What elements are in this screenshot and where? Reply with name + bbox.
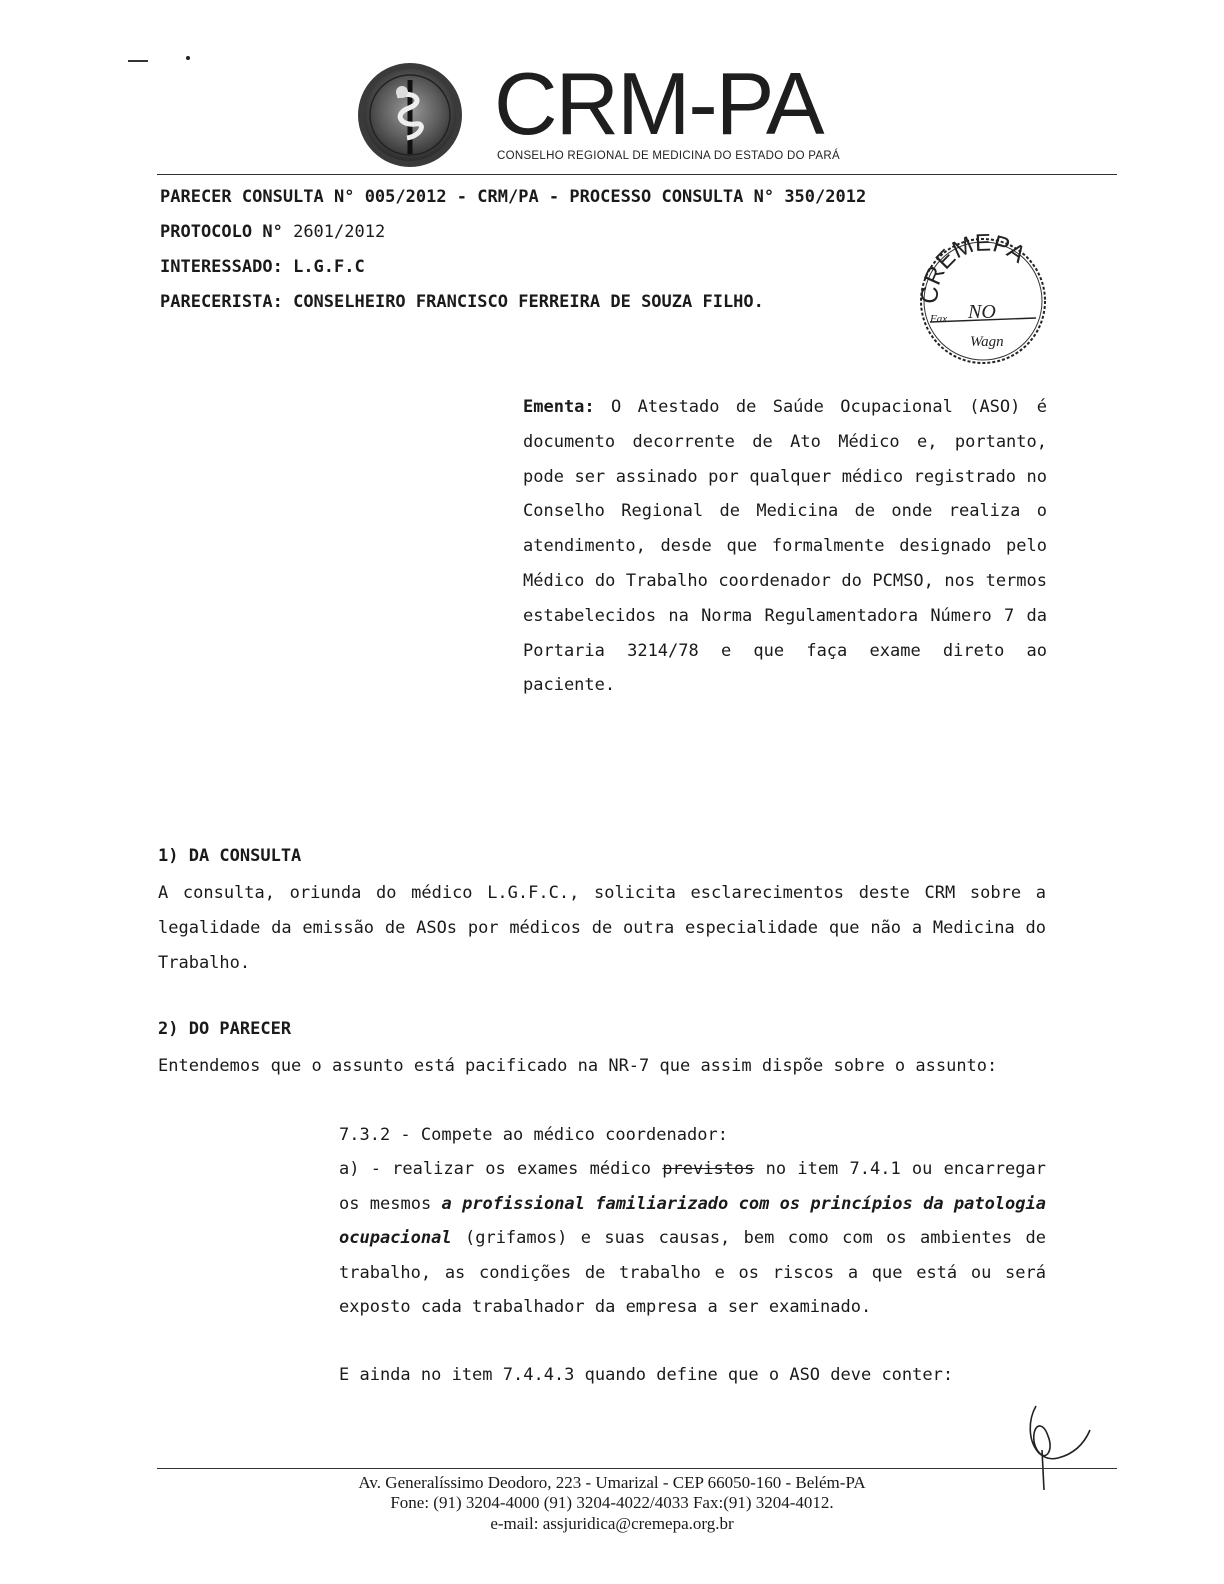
org-acronym: CRM-PA	[494, 54, 823, 153]
nr7-followup: E ainda no item 7.4.4.3 quando define que o ASO deve conter:	[339, 1365, 954, 1385]
section-parecer-intro: Entendemos que o assunto está pacificado na NR-7 que assim dispõe sobre o assunto:	[158, 1056, 998, 1076]
protocolo-line	[160, 221, 385, 243]
footer-divider	[157, 1468, 1117, 1469]
parecerista-value: CONSELHEIRO FRANCISCO FERREIRA DE SOUZA FILHO.	[293, 292, 764, 312]
item-a-emphasis: a profissional familiarizado com os princípios da patologia ocupacional	[339, 1193, 1046, 1248]
header-divider	[157, 174, 1117, 175]
protocolo-value: 2601/2012	[293, 222, 386, 242]
ementa-text: O Atestado de Saúde Ocupacional (ASO) é documento decorrente de Ato Médico e, portanto, pode ser assinado por qualquer médico registrado no Conselho Regional de Medicina de onde realiza o atendimento, desde que formalmente designado pelo Médico do Trabalho coordenador do PCMSO, nos termos estabelecidos na Norma Regulamentadora Número 7 da Portaria 3214/78 e que faça exame direto ao paciente.	[523, 397, 1047, 696]
interessado-value: L.G.F.C	[293, 257, 365, 277]
stamp-handwriting-bottom: Wagn	[970, 334, 1004, 350]
scan-mark	[186, 56, 190, 60]
protocolo-label: PROTOCOLO N°	[160, 222, 283, 242]
parecerista-label: PARECERISTA:	[160, 292, 283, 312]
footer-email: e-mail: assjuridica@cremepa.org.br	[490, 1514, 734, 1533]
nr7-item-a	[339, 1152, 1046, 1325]
item-a-start: a) - realizar os exames médico	[339, 1159, 652, 1179]
item-a-end: (grifamos) e suas causas, bem como com os ambientes de trabalho, as condições de trabalho e os riscos a que está ou será exposto cada trabalhador da empresa a ser examinado.	[339, 1228, 1046, 1317]
section-heading-parecer: 2) DO PARECER	[158, 1019, 292, 1039]
parecer-line: PARECER CONSULTA N° 005/2012 - CRM/PA - PROCESSO CONSULTA N° 350/2012	[160, 187, 867, 207]
section-consulta-text: A consulta, oriunda do médico L.G.F.C., solicita esclarecimentos deste CRM sobre a legalidade da emissão de ASOs por médicos de outra especialidade que não a Medicina do Trabalho.	[158, 883, 1046, 973]
nr7-item-title: 7.3.2 - Compete ao médico coordenador:	[339, 1125, 728, 1145]
item-a-struck-word: previstos	[662, 1159, 755, 1179]
crm-seal-logo	[357, 62, 463, 168]
parecerista-line	[160, 291, 764, 313]
scan-mark	[128, 60, 148, 62]
stamp-handwriting-top: Fax	[930, 313, 948, 325]
interessado-line	[160, 256, 365, 278]
footer-address: Av. Generalíssimo Deodoro, 223 - Umarizal - CEP 66050-160 - Belém-PA	[358, 1473, 866, 1492]
footer-phones: Fone: (91) 3204-4000 (91) 3204-4022/4033 Fax:(91) 3204-4012.	[390, 1493, 834, 1512]
cremepa-received-stamp	[916, 234, 1050, 368]
ementa-block	[523, 390, 1047, 703]
item-a-mid: no item 7.4.1 ou encarregar os mesmos	[339, 1159, 1046, 1214]
interessado-label: INTERESSADO:	[160, 257, 283, 277]
stamp-handwriting-mid: NO	[968, 301, 996, 323]
stamp-text: CREMEPA	[916, 234, 1031, 305]
section-heading-consulta: 1) DA CONSULTA	[158, 846, 302, 866]
org-full-name: CONSELHO REGIONAL DE MEDICINA DO ESTADO DO PARÁ	[497, 150, 840, 162]
ementa-label: Ementa:	[523, 397, 595, 417]
